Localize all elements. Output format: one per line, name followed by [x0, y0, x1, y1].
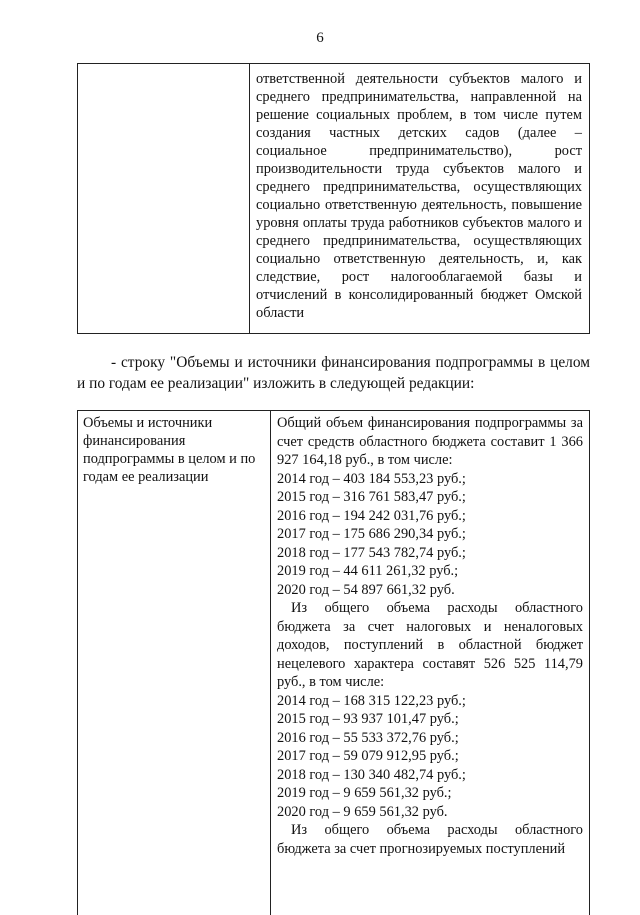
- instruction-paragraph: - строку "Объемы и источники финансирования подпрограммы в целом и по годам ее реализации" изложить в следующей редакции:: [77, 354, 590, 392]
- year-line: 2017 год – 59 079 912,95 руб.;: [277, 748, 459, 764]
- paragraph: Из общего объема расходы областного бюджета за счет прогнозируемых поступлений: [277, 822, 583, 857]
- financing-table: [77, 410, 590, 915]
- financing-content: [277, 414, 583, 858]
- paragraph: ответственной деятельности субъектов малого и среднего предпринимательства, направленной на решение социальных проблем, в том числе путем создания частных детских садов (далее – социальное предпринимательство), рост производительности труда субъектов малого и среднего предпринимательства, осуществляющих социально ответственную деятельность, повышение уровня оплаты труда работников субъектов малого и среднего предпринимательства, осуществляющих социально ответственную деятельность, и, как следствие, рост налогооблагаемой базы и отчислений в консолидированный бюджет Омской области: [256, 71, 582, 321]
- year-line: 2015 год – 93 937 101,47 руб.;: [277, 711, 459, 727]
- previous-table-fragment: [77, 63, 590, 334]
- year-line: 2018 год – 177 543 782,74 руб.;: [277, 544, 466, 561]
- year-line: 2020 год – 9 659 561,32 руб.: [277, 803, 448, 820]
- year-line: 2017 год – 175 686 290,34 руб.;: [277, 526, 466, 542]
- year-line: 2019 год – 44 611 261,32 руб.;: [277, 563, 459, 579]
- paragraph: Из общего объема расходы областного бюджета за счет налоговых и неналоговых доходов, поступлений в областной бюджет нецелевого характера составят 526 525 114,79 руб., в том числе:: [277, 600, 583, 690]
- row-label: Объемы и источники финансирования подпрограммы в целом и по годам ее реализации: [83, 415, 256, 485]
- year-line: 2016 год – 55 533 372,76 руб.;: [277, 729, 459, 746]
- paragraph: Общий объем финансирования подпрограммы за счет средств областного бюджета составит 1 366 927 164,18 руб., в том числе:: [277, 415, 583, 468]
- year-line: 2018 год – 130 340 482,74 руб.;: [277, 766, 466, 783]
- year-line: 2014 год – 403 184 553,23 руб.;: [277, 470, 466, 487]
- column-divider: [270, 411, 271, 915]
- year-line: 2016 год – 194 242 031,76 руб.;: [277, 507, 466, 524]
- column-divider: [249, 64, 250, 333]
- year-line: 2014 год – 168 315 122,23 руб.;: [277, 692, 466, 709]
- year-line: 2015 год – 316 761 583,47 руб.;: [277, 489, 466, 505]
- table-cell-text: [256, 70, 582, 322]
- year-line: 2020 год – 54 897 661,32 руб.: [277, 581, 455, 598]
- year-line: 2019 год – 9 659 561,32 руб.;: [277, 785, 452, 801]
- page-number: 6: [316, 30, 324, 46]
